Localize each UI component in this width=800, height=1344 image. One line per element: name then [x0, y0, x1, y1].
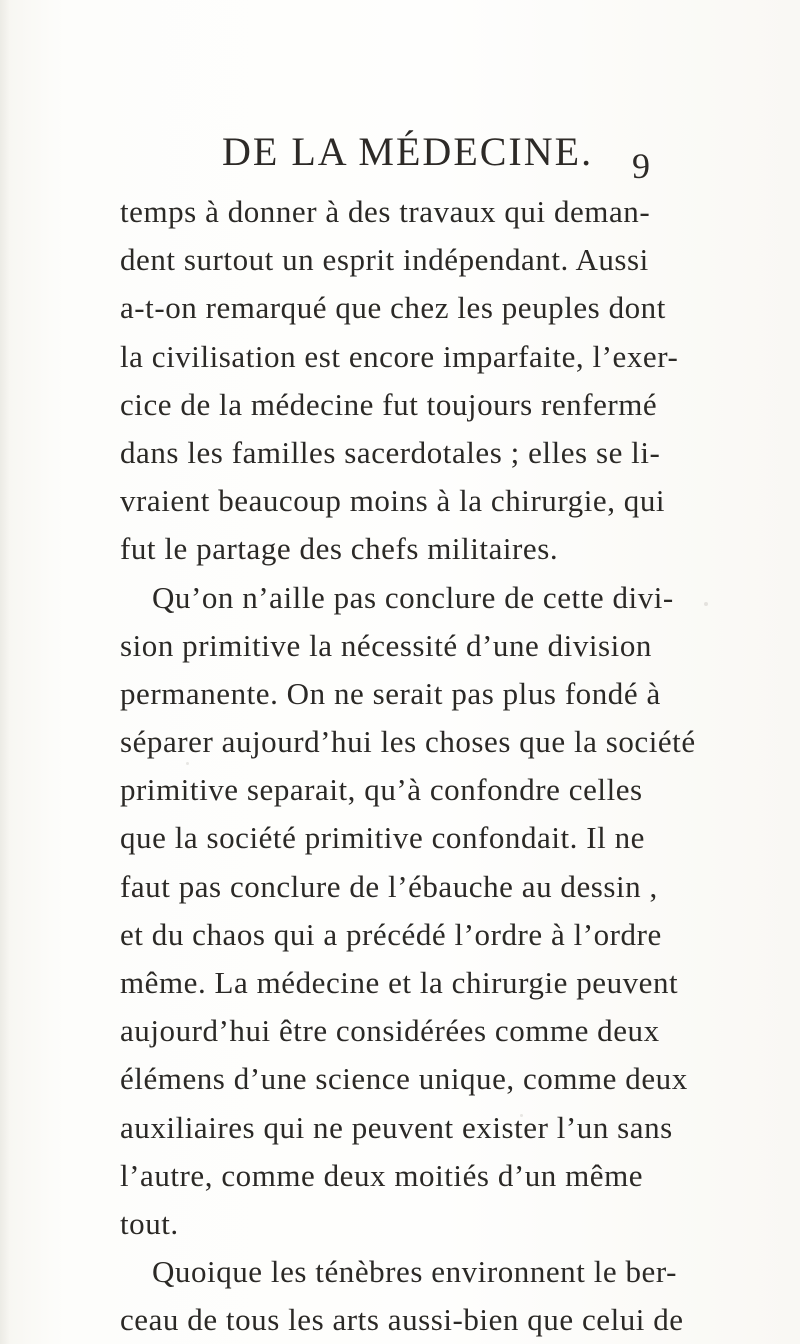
text-line: séparer aujourd’hui les choses que la société [120, 724, 696, 760]
paragraph-start-line: Qu’on n’aille pas conclure de cette divi- [152, 579, 674, 615]
text-line: faut pas conclure de l’ébauche au dessin , [120, 868, 658, 904]
text-line: sion primitive la nécessité d’une division [120, 627, 652, 663]
running-title: DE LA MÉDECINE. [222, 129, 594, 174]
running-header [0, 128, 800, 186]
body-text [120, 188, 700, 1344]
text-line: permanente. On ne serait pas plus fondé à [120, 675, 661, 711]
text-line: que la société primitive confondait. Il ne [120, 820, 645, 856]
text-line: même. La médecine et la chirurgie peuvent [120, 965, 679, 1000]
text-line: ceau de tous les arts aussi-bien que celui de [120, 1302, 684, 1338]
paper-speck [704, 602, 708, 606]
text-line: tout. [120, 1205, 179, 1241]
text-line: fut le partage des chefs militaires. [120, 531, 559, 567]
text-line: dent surtout un esprit indépendant. Aussi [120, 242, 649, 278]
text-line: auxiliaires qui ne peuvent exister l’un sans [120, 1109, 673, 1145]
text-line: et du chaos qui a précédé l’ordre à l’ordre [120, 916, 662, 952]
page-number: 9 [632, 146, 650, 186]
text-line: élémens d’une science unique, comme deux [120, 1061, 688, 1097]
text-line: la civilisation est encore imparfaite, l’exer- [120, 338, 679, 374]
page-edge-shadow [0, 0, 10, 1344]
text-line: vraient beaucoup moins à la chirurgie, qui [120, 483, 666, 519]
text-line: dans les familles sacerdotales ; elles se li- [120, 434, 661, 470]
text-line: temps à donner à des travaux qui deman- [120, 194, 651, 229]
text-line: a-t-on remarqué que chez les peuples dont [120, 290, 666, 326]
text-line: primitive separait, qu’à confondre celles [120, 772, 643, 808]
text-line: cice de la médecine fut toujours renfermé [120, 386, 658, 422]
text-line: aujourd’hui être considérées comme deux [120, 1013, 660, 1049]
text-line: l’autre, comme deux moitiés d’un même [120, 1157, 644, 1193]
paragraph-start-line: Quoique les ténèbres environnent le ber- [152, 1254, 677, 1290]
paper-speck [186, 762, 189, 765]
paper-speck [520, 1114, 523, 1117]
